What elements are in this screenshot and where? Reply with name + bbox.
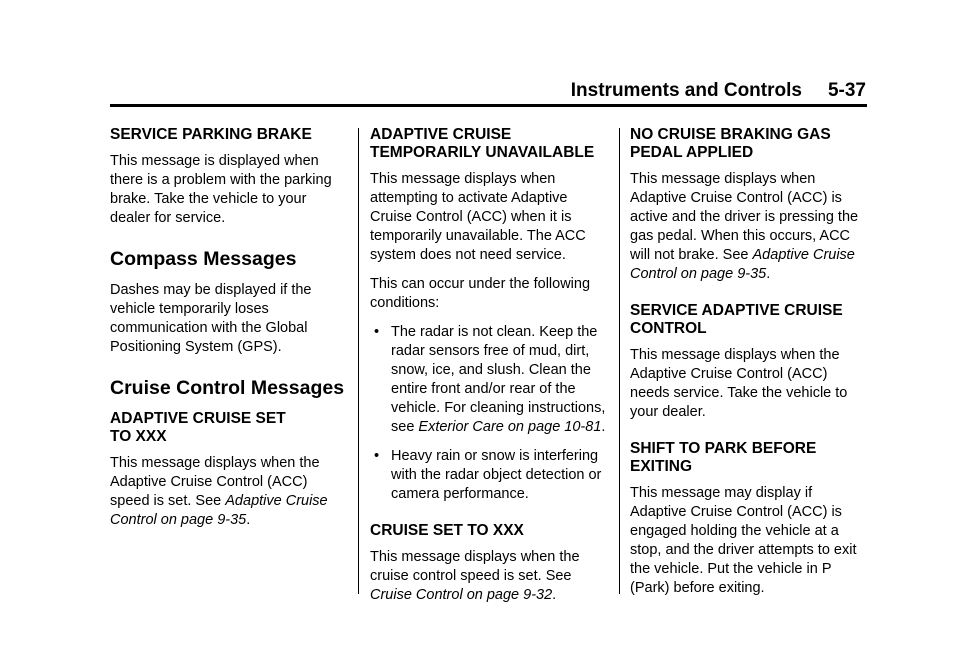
heading-line: PEDAL APPLIED — [630, 144, 754, 161]
header-rule — [110, 104, 867, 107]
conditions-list — [370, 323, 610, 504]
heading-cruise-control-messages: Cruise Control Messages — [110, 377, 345, 399]
heading-line: ADAPTIVE CRUISE SET — [110, 410, 286, 427]
paragraph-end: . — [766, 266, 771, 282]
paragraph-service-adaptive-cruise: This message displays when the Adaptive Cruise Control (ACC) needs service. Take the vehicle to your dealer. — [630, 347, 848, 420]
heading-line: ADAPTIVE CRUISE — [370, 126, 512, 143]
bullet-icon: • — [374, 448, 380, 464]
list-item — [370, 323, 610, 437]
heading-compass-messages: Compass Messages — [110, 248, 297, 270]
heading-line: SHIFT TO PARK BEFORE — [630, 440, 817, 457]
paragraph-end: . — [246, 512, 251, 528]
paragraph-acc-unavailable: This message displays when attempting to activate Adaptive Cruise Control (ACC) when it is temporarily unavailable. The ACC system does not need service. — [370, 171, 586, 263]
bullet-icon: • — [374, 324, 380, 340]
heading-service-parking-brake: SERVICE PARKING BRAKE — [110, 126, 312, 143]
paragraph-no-cruise-braking — [630, 170, 870, 284]
paragraph-text: This message displays when the cruise control speed is set. See — [370, 549, 580, 584]
column-middle — [370, 126, 610, 615]
paragraph-text: This message displays when Adaptive Cruise Control (ACC) is active and the driver is pressing the gas pedal. When this occurs, ACC will not brake. See — [630, 171, 859, 263]
page-number: 5-37 — [827, 80, 866, 101]
list-item-text: The radar is not clean. Keep the radar sensors free of mud, dirt, snow, ice, and slush. Clean the entire front and/or rear of the vehicle. For cleaning instructions, see — [391, 324, 606, 435]
list-item-text: Heavy rain or snow is interfering with the radar object detection or camera performance. — [391, 448, 602, 502]
paragraph-shift-to-park: This message may display if Adaptive Cruise Control (ACC) is engaged holding the vehicle at a stop, and the driver attempts to exit the vehicle. Put the vehicle in P (Park) before exiting. — [630, 485, 857, 596]
paragraph-cruise-set — [370, 548, 610, 605]
paragraph-service-parking-brake: This message is displayed when there is a problem with the parking brake. Take the vehicle to your dealer for service. — [110, 153, 332, 226]
paragraph-end: . — [552, 587, 557, 603]
section-title: Instruments and Controls — [570, 80, 802, 101]
paragraph-conditions: This can occur under the following conditions: — [370, 276, 591, 311]
heading-line: CONTROL — [630, 320, 707, 337]
cross-reference-link: Adaptive Cruise Control on page 9-35 — [630, 247, 855, 282]
column-divider — [619, 128, 620, 594]
heading-no-cruise-braking — [630, 126, 870, 162]
paragraph-text: This message displays when the Adaptive Cruise Control (ACC) speed is set. See — [110, 455, 320, 509]
page-header — [110, 80, 866, 102]
heading-acc-temporarily-unavailable — [370, 126, 610, 162]
paragraph-compass-messages: Dashes may be displayed if the vehicle temporarily loses communication with the Global Positioning System (GPS). — [110, 282, 312, 355]
cross-reference-link: Cruise Control on page 9-32 — [370, 587, 553, 603]
list-item — [370, 447, 610, 504]
cross-reference-link: Adaptive Cruise Control on page 9-35 — [110, 493, 328, 528]
column-left — [110, 126, 350, 540]
heading-line: SERVICE ADAPTIVE CRUISE — [630, 302, 843, 319]
heading-line: TEMPORARILY UNAVAILABLE — [370, 144, 595, 161]
cross-reference-link: Exterior Care on page 10-81 — [418, 419, 602, 435]
heading-shift-to-park — [630, 440, 870, 476]
paragraph-adaptive-cruise-set — [110, 454, 350, 530]
heading-line: EXITING — [630, 458, 693, 475]
heading-line: NO CRUISE BRAKING GAS — [630, 126, 831, 143]
heading-line: TO XXX — [110, 428, 167, 445]
heading-service-adaptive-cruise — [630, 302, 870, 338]
heading-adaptive-cruise-set — [110, 410, 350, 446]
column-right — [630, 126, 870, 608]
heading-cruise-set: CRUISE SET TO XXX — [370, 522, 524, 539]
list-item-end: . — [601, 419, 606, 435]
column-divider — [358, 128, 359, 594]
